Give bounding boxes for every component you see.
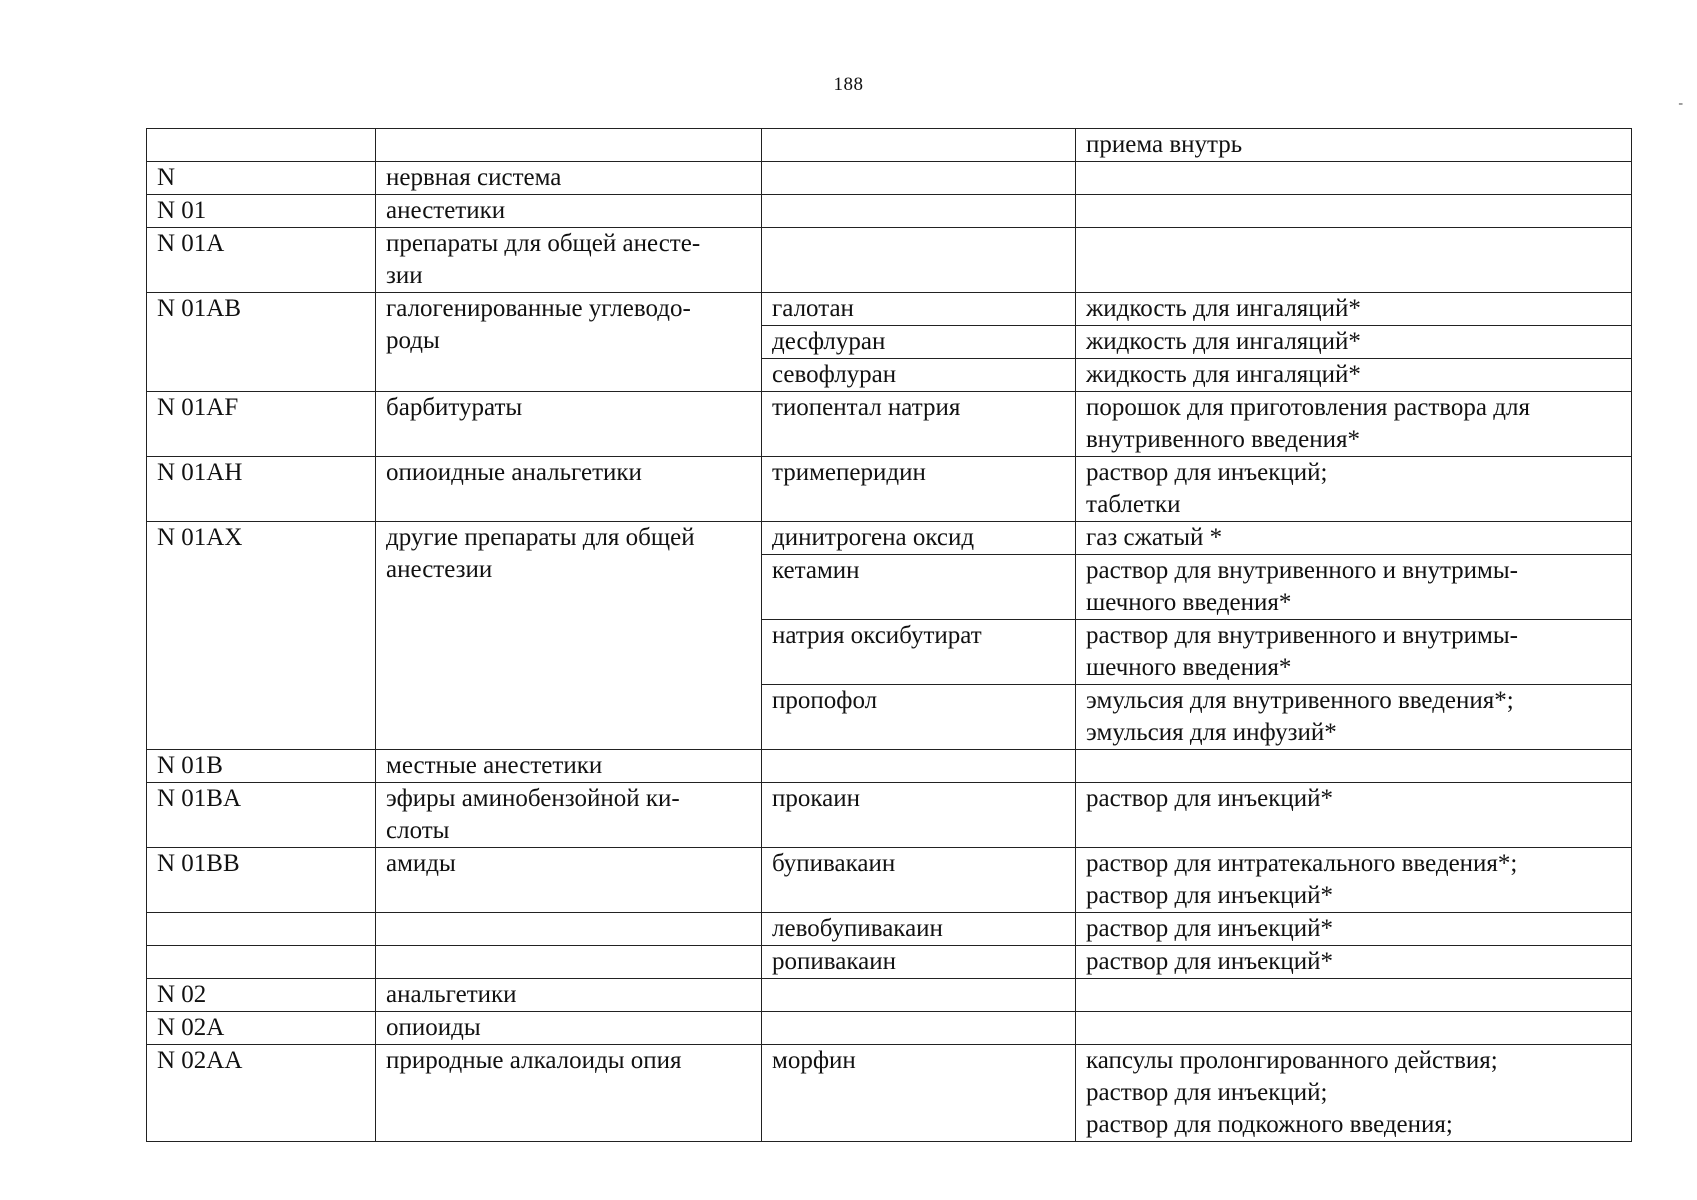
table-row: [147, 195, 1632, 228]
dosage-form-cell: [1076, 359, 1632, 392]
table-row: [147, 522, 1632, 555]
dosage-form-cell: [1076, 228, 1632, 293]
table-row: [147, 1045, 1632, 1142]
group-cell-line: препараты для общей анесте-: [386, 230, 701, 257]
atc-code-cell: N 01B: [147, 750, 376, 783]
dosage-form-cell-line: внутривенного введения*: [1086, 426, 1360, 453]
dosage-form-cell-line: шечного введения*: [1086, 589, 1292, 616]
dosage-form-cell-line: раствор для инъекций*: [1086, 785, 1334, 812]
table-row: [147, 946, 1632, 979]
table-row: [147, 129, 1632, 162]
group-cell: [376, 228, 762, 293]
table-row: [147, 392, 1632, 457]
drug-name-cell: [762, 979, 1076, 1012]
group-cell: [376, 522, 762, 750]
group-cell: [376, 129, 762, 162]
dosage-form-cell-line: раствор для инъекций*: [1086, 915, 1334, 942]
dosage-form-cell: [1076, 457, 1632, 522]
atc-code-cell: N 02: [147, 979, 376, 1012]
group-cell: [376, 848, 762, 913]
table-row: [147, 979, 1632, 1012]
dosage-form-cell: [1076, 326, 1632, 359]
atc-code-cell: N 02A: [147, 1012, 376, 1045]
group-cell-line: зии: [386, 262, 423, 289]
dosage-form-cell-line: порошок для приготовления раствора для: [1086, 394, 1530, 421]
dosage-form-cell-line: раствор для внутривенного и внутримы-: [1086, 622, 1518, 649]
dosage-form-cell: [1076, 946, 1632, 979]
drug-name-cell: тиопентал натрия: [762, 392, 1076, 457]
group-cell-line: эфиры аминобензойной ки-: [386, 785, 680, 812]
group-cell-line: анестезии: [386, 556, 493, 583]
dosage-form-cell: [1076, 162, 1632, 195]
dosage-form-cell: [1076, 293, 1632, 326]
drug-name-cell: галотан: [762, 293, 1076, 326]
group-cell-line: опиоидные анальгетики: [386, 459, 642, 486]
group-cell-line: галогенированные углеводо-: [386, 295, 691, 322]
dosage-form-cell-line: капсулы пролонгированного действия;: [1086, 1047, 1498, 1074]
drug-name-cell: динитрогена оксид: [762, 522, 1076, 555]
drug-name-cell: бупивакаин: [762, 848, 1076, 913]
group-cell: местные анестетики: [376, 750, 762, 783]
drug-classification-table: [146, 128, 1632, 1142]
drug-name-cell: десфлуран: [762, 326, 1076, 359]
dosage-form-cell-line: раствор для инъекций;: [1086, 459, 1328, 486]
dosage-form-cell: [1076, 522, 1632, 555]
edge-mark: -: [1678, 96, 1683, 111]
dosage-form-cell: [1076, 555, 1632, 620]
dosage-form-cell-line: жидкость для ингаляций*: [1086, 328, 1361, 355]
dosage-form-cell: [1076, 685, 1632, 750]
dosage-form-cell-line: шечного введения*: [1086, 654, 1292, 681]
drug-name-cell: натрия оксибутират: [762, 620, 1076, 685]
dosage-form-cell: [1076, 750, 1632, 783]
dosage-form-cell-line: жидкость для ингаляций*: [1086, 295, 1361, 322]
page-number: 188: [833, 74, 864, 95]
dosage-form-cell-line: газ сжатый *: [1086, 524, 1223, 551]
drug-name-cell: тримеперидин: [762, 457, 1076, 522]
dosage-form-cell-line: эмульсия для инфузий*: [1086, 719, 1337, 746]
atc-code-cell: [147, 946, 376, 979]
drug-name-cell: [762, 750, 1076, 783]
group-cell: [376, 1045, 762, 1142]
group-cell: [376, 392, 762, 457]
group-cell: [376, 457, 762, 522]
table-row: [147, 750, 1632, 783]
group-cell: опиоиды: [376, 1012, 762, 1045]
drug-name-cell: [762, 162, 1076, 195]
dosage-form-cell: [1076, 1012, 1632, 1045]
group-cell-line: природные алкалоиды опия: [386, 1047, 682, 1074]
table-row: [147, 1012, 1632, 1045]
table-body: [147, 129, 1632, 1142]
atc-code-cell: N 01AB: [147, 293, 376, 392]
drug-name-cell: севофлуран: [762, 359, 1076, 392]
group-cell: [376, 946, 762, 979]
drug-name-cell: [762, 228, 1076, 293]
group-cell: [376, 293, 762, 392]
drug-name-cell: ропивакаин: [762, 946, 1076, 979]
table-row: [147, 293, 1632, 326]
table-row: [147, 228, 1632, 293]
dosage-form-cell-line: раствор для подкожного введения;: [1086, 1111, 1453, 1138]
dosage-form-cell-line: раствор для инъекций;: [1086, 1079, 1328, 1106]
table-row: [147, 848, 1632, 913]
table-row: [147, 457, 1632, 522]
dosage-form-cell-line: эмульсия для внутривенного введения*;: [1086, 687, 1514, 714]
dosage-form-cell: [1076, 848, 1632, 913]
group-cell-line: роды: [386, 327, 440, 354]
atc-code-cell: N 01: [147, 195, 376, 228]
dosage-form-cell-line: таблетки: [1086, 491, 1181, 518]
dosage-form-cell: [1076, 783, 1632, 848]
dosage-form-cell-line: приема внутрь: [1086, 131, 1243, 158]
dosage-form-cell: [1076, 1045, 1632, 1142]
group-cell: анестетики: [376, 195, 762, 228]
atc-code-cell: N 01A: [147, 228, 376, 293]
dosage-form-cell: [1076, 195, 1632, 228]
group-cell-line: другие препараты для общей: [386, 524, 695, 551]
dosage-form-cell: [1076, 620, 1632, 685]
table-row: [147, 783, 1632, 848]
group-cell: [376, 783, 762, 848]
atc-code-cell: N 01AF: [147, 392, 376, 457]
atc-code-cell: N: [147, 162, 376, 195]
atc-code-cell: N 01BA: [147, 783, 376, 848]
dosage-form-cell: [1076, 129, 1632, 162]
drug-name-cell: пропофол: [762, 685, 1076, 750]
dosage-form-cell: [1076, 979, 1632, 1012]
atc-code-cell: N 01BB: [147, 848, 376, 913]
group-cell-line: амиды: [386, 850, 456, 877]
group-cell-line: слоты: [386, 817, 450, 844]
atc-code-cell: N 01AH: [147, 457, 376, 522]
table-row: [147, 162, 1632, 195]
group-cell: анальгетики: [376, 979, 762, 1012]
atc-code-cell: N 02AA: [147, 1045, 376, 1142]
dosage-form-cell-line: жидкость для ингаляций*: [1086, 361, 1361, 388]
dosage-form-cell-line: раствор для интратекального введения*;: [1086, 850, 1518, 877]
drug-name-cell: кетамин: [762, 555, 1076, 620]
atc-code-cell: [147, 913, 376, 946]
drug-name-cell: морфин: [762, 1045, 1076, 1142]
group-cell: нервная система: [376, 162, 762, 195]
dosage-form-cell-line: раствор для внутривенного и внутримы-: [1086, 557, 1518, 584]
drug-name-cell: [762, 1012, 1076, 1045]
drug-name-cell: прокаин: [762, 783, 1076, 848]
group-cell-line: барбитураты: [386, 394, 523, 421]
atc-code-cell: [147, 129, 376, 162]
drug-name-cell: левобупивакаин: [762, 913, 1076, 946]
dosage-form-cell-line: раствор для инъекций*: [1086, 882, 1334, 909]
drug-name-cell: [762, 129, 1076, 162]
group-cell: [376, 913, 762, 946]
table-row: [147, 913, 1632, 946]
dosage-form-cell: [1076, 913, 1632, 946]
atc-code-cell: N 01AX: [147, 522, 376, 750]
drug-name-cell: [762, 195, 1076, 228]
dosage-form-cell: [1076, 392, 1632, 457]
dosage-form-cell-line: раствор для инъекций*: [1086, 948, 1334, 975]
